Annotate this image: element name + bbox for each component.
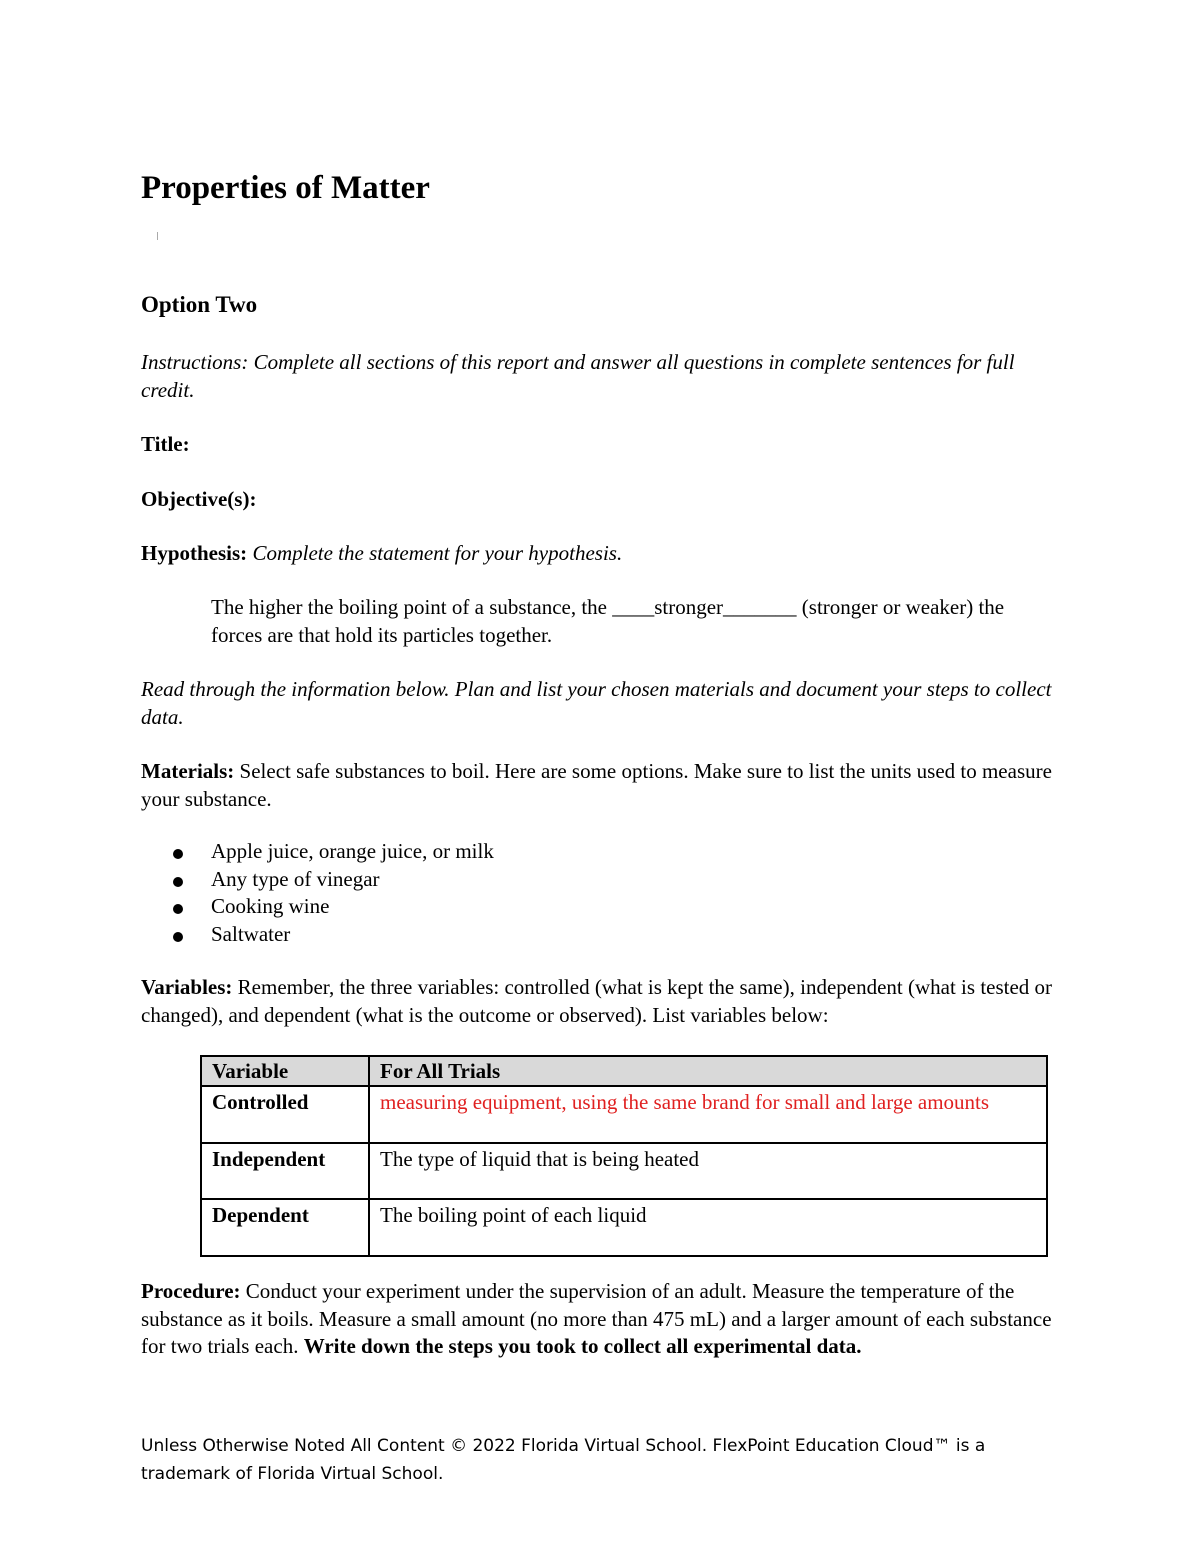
bullet-icon	[173, 877, 183, 887]
procedure-text: Conduct your experiment under the supervision of an adult. Measure the temperature of the substance as it boils. Measure a small amount (no more than 475 mL) and a larger amount of each substance for two trials each.	[141, 1279, 1052, 1358]
materials-list	[141, 838, 741, 948]
table-row	[201, 1086, 1047, 1143]
table-header-row	[201, 1056, 1047, 1086]
read-through-text: Read through the information below. Plan and list your chosen materials and document your steps to collect data.	[141, 677, 1052, 729]
value-cell: The type of liquid that is being heated	[369, 1143, 1047, 1199]
bullet-icon	[173, 932, 183, 942]
variable-cell: Independent	[201, 1143, 369, 1199]
value-cell: The boiling point of each liquid	[369, 1199, 1047, 1256]
list-item: Saltwater	[141, 921, 741, 949]
cursor-mark	[157, 232, 158, 240]
hypothesis-statement: The higher the boiling point of a substance, the ____stronger_______ (stronger or weaker) the forces are that hold its particles together.	[211, 595, 1005, 647]
instructions-text: Instructions: Complete all sections of this report and answer all questions in complete sentences for full credit.	[141, 350, 1015, 402]
materials-paragraph	[141, 758, 1056, 813]
hypothesis-label: Hypothesis:	[141, 541, 248, 565]
hypothesis-prompt: Complete the statement for your hypothesis.	[252, 541, 623, 565]
table-header: For All Trials	[369, 1056, 1047, 1086]
procedure-paragraph	[141, 1278, 1056, 1361]
variable-cell: Dependent	[201, 1199, 369, 1256]
title-label: Title:	[141, 432, 190, 456]
list-item: Cooking wine	[141, 893, 741, 921]
list-item: Apple juice, orange juice, or milk	[141, 838, 741, 866]
table-header: Variable	[201, 1056, 369, 1086]
document-title: Properties of Matter	[141, 170, 430, 206]
variables-table	[200, 1055, 1048, 1257]
materials-text: Select safe substances to boil. Here are some options. Make sure to list the units used to measure your substance.	[141, 759, 1052, 811]
table-row	[201, 1143, 1047, 1199]
bullet-icon	[173, 849, 183, 859]
procedure-label: Procedure:	[141, 1279, 241, 1303]
objectives-label: Objective(s):	[141, 487, 257, 511]
variables-text: Remember, the three variables: controlled (what is kept the same), independent (what is tested or changed), and dependent (what is the outcome or observed). List variables below:	[141, 975, 1053, 1027]
procedure-bold-text: Write down the steps you took to collect all experimental data.	[303, 1334, 862, 1358]
variable-cell: Controlled	[201, 1086, 369, 1143]
option-heading: Option Two	[141, 292, 258, 317]
bullet-icon	[173, 904, 183, 914]
list-item: Any type of vinegar	[141, 866, 741, 894]
variables-label: Variables:	[141, 975, 233, 999]
materials-label: Materials:	[141, 759, 235, 783]
value-cell: measuring equipment, using the same brand for small and large amounts	[369, 1086, 1047, 1143]
page-footer: Unless Otherwise Noted All Content © 2022 Florida Virtual School. FlexPoint Education Cloud™ is a trademark of Florida Virtual School.	[141, 1436, 986, 1484]
hypothesis-paragraph	[141, 540, 1056, 568]
variables-paragraph	[141, 974, 1056, 1029]
table-row	[201, 1199, 1047, 1256]
